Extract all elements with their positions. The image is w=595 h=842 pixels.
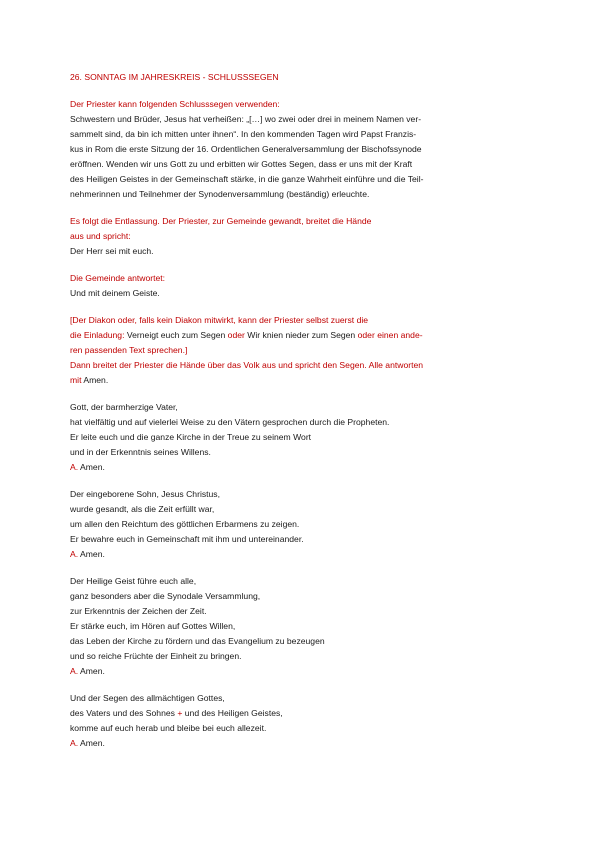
deacon-rubric-part: oder bbox=[227, 330, 248, 340]
stanza-text: und des Heiligen Geistes, bbox=[182, 708, 283, 718]
stanza-line: Er leite euch und die ganze Kirche in der Treue zu seinem Wort bbox=[70, 432, 312, 442]
blessing-rubric: Dann breitet der Priester die Hände über das Volk aus und spricht den Segen. Alle antworten bbox=[70, 360, 424, 370]
deacon-rubric-part: oder einen ande- bbox=[357, 330, 423, 340]
stanza-line: das Leben der Kirche zu fördern und das Evangelium zu bezeugen bbox=[70, 636, 325, 646]
cross-icon: + bbox=[177, 708, 183, 718]
dismissal-section bbox=[70, 214, 530, 259]
response-section bbox=[70, 271, 530, 301]
response-amen: Amen. bbox=[78, 549, 105, 559]
stanza-line: hat vielfältig und auf vielerlei Weise zu den Vätern gesprochen durch die Propheten. bbox=[70, 417, 390, 427]
deacon-invitation-text: Verneigt euch zum Segen bbox=[126, 330, 228, 340]
stanza-line: Der Heilige Geist führe euch alle, bbox=[70, 576, 197, 586]
intro-line: eröffnen. Wenden wir uns Gott zu und erbitten wir Gottes Segen, dass er uns mit der Kraft bbox=[70, 159, 413, 169]
stanza-response bbox=[70, 460, 530, 475]
stanza-line: zur Erkenntnis der Zeichen der Zeit. bbox=[70, 606, 207, 616]
stanza-line: Gott, der barmherzige Vater, bbox=[70, 402, 178, 412]
stanza-text: des Vaters und des Sohnes bbox=[70, 708, 178, 718]
stanza-line: um allen den Reichtum des göttlichen Erbarmens zu zeigen. bbox=[70, 519, 300, 529]
stanza-line: Er bewahre euch in Gemeinschaft mit ihm und untereinander. bbox=[70, 534, 304, 544]
intro-line: des Heiligen Geistes in der Gemeinschaft stärke, in die ganze Wahrheit einführe und die Teil- bbox=[70, 174, 424, 184]
stanza-line: wurde gesandt, als die Zeit erfüllt war, bbox=[70, 504, 215, 514]
dismissal-text: Der Herr sei mit euch. bbox=[70, 246, 154, 256]
response-amen: Amen. bbox=[78, 462, 105, 472]
stanza-line bbox=[70, 706, 530, 721]
stanza-line: und in der Erkenntnis seines Willens. bbox=[70, 447, 211, 457]
stanza-line: Der eingeborene Sohn, Jesus Christus, bbox=[70, 489, 220, 499]
intro-line: Schwestern und Brüder, Jesus hat verheißen: „[…] wo zwei oder drei in meinem Namen ver- bbox=[70, 114, 422, 124]
deacon-rubric-part: die Einladung: bbox=[70, 330, 127, 340]
blessing-rubric-part: mit bbox=[70, 375, 84, 385]
amen-word: Amen. bbox=[83, 375, 109, 385]
deacon-rubric: ren passenden Text sprechen.] bbox=[70, 345, 188, 355]
blessing-rubric-end bbox=[70, 373, 530, 388]
final-blessing-stanza bbox=[70, 691, 530, 751]
deacon-section bbox=[70, 313, 530, 388]
stanza-line: Und der Segen des allmächtigen Gottes, bbox=[70, 693, 225, 703]
deacon-rubric: [Der Diakon oder, falls kein Diakon mitwirkt, kann der Priester selbst zuerst die bbox=[70, 315, 369, 325]
response-rubric: Die Gemeinde antwortet: bbox=[70, 273, 166, 283]
deacon-invitation-line bbox=[70, 328, 530, 343]
document-content bbox=[70, 70, 530, 763]
response-text: Und mit deinem Geiste. bbox=[70, 288, 160, 298]
stanza-response bbox=[70, 736, 530, 751]
stanza-line: und so reiche Früchte der Einheit zu bringen. bbox=[70, 651, 242, 661]
dismissal-rubric: Es folgt die Entlassung. Der Priester, zur Gemeinde gewandt, breitet die Hände bbox=[70, 216, 372, 226]
stanza-response bbox=[70, 547, 530, 562]
response-label: A. bbox=[70, 549, 79, 559]
deacon-invitation-text: Wir knien nieder zum Segen bbox=[247, 330, 358, 340]
stanza-response bbox=[70, 664, 530, 679]
blessing-stanza bbox=[70, 574, 530, 679]
intro-line: nehmerinnen und Teilnehmer der Synodenversammlung (beständig) erleuchte. bbox=[70, 189, 370, 199]
response-label: A. bbox=[70, 666, 79, 676]
response-amen: Amen. bbox=[78, 666, 105, 676]
stanza-line: ganz besonders aber die Synodale Versammlung, bbox=[70, 591, 261, 601]
response-amen: Amen. bbox=[78, 738, 105, 748]
response-label: A. bbox=[70, 462, 79, 472]
stanza-line: komme auf euch herab und bleibe bei euch allezeit. bbox=[70, 723, 267, 733]
page-title: 26. SONNTAG IM JAHRESKREIS - SCHLUSSSEGEN bbox=[70, 72, 279, 82]
response-label: A. bbox=[70, 738, 79, 748]
dismissal-rubric: aus und spricht: bbox=[70, 231, 131, 241]
blessing-stanza bbox=[70, 400, 530, 475]
intro-line: sammelt sind, da bin ich mitten unter ihnen“. In den kommenden Tagen wird Papst Franzis- bbox=[70, 129, 417, 139]
stanza-line: Er stärke euch, im Hören auf Gottes Willen, bbox=[70, 621, 236, 631]
intro-rubric: Der Priester kann folgenden Schlusssegen verwenden: bbox=[70, 99, 280, 109]
intro-section bbox=[70, 97, 530, 202]
intro-line: kus in Rom die erste Sitzung der 16. Ordentlichen Generalversammlung der Bischofssynode bbox=[70, 144, 422, 154]
blessing-stanza bbox=[70, 487, 530, 562]
